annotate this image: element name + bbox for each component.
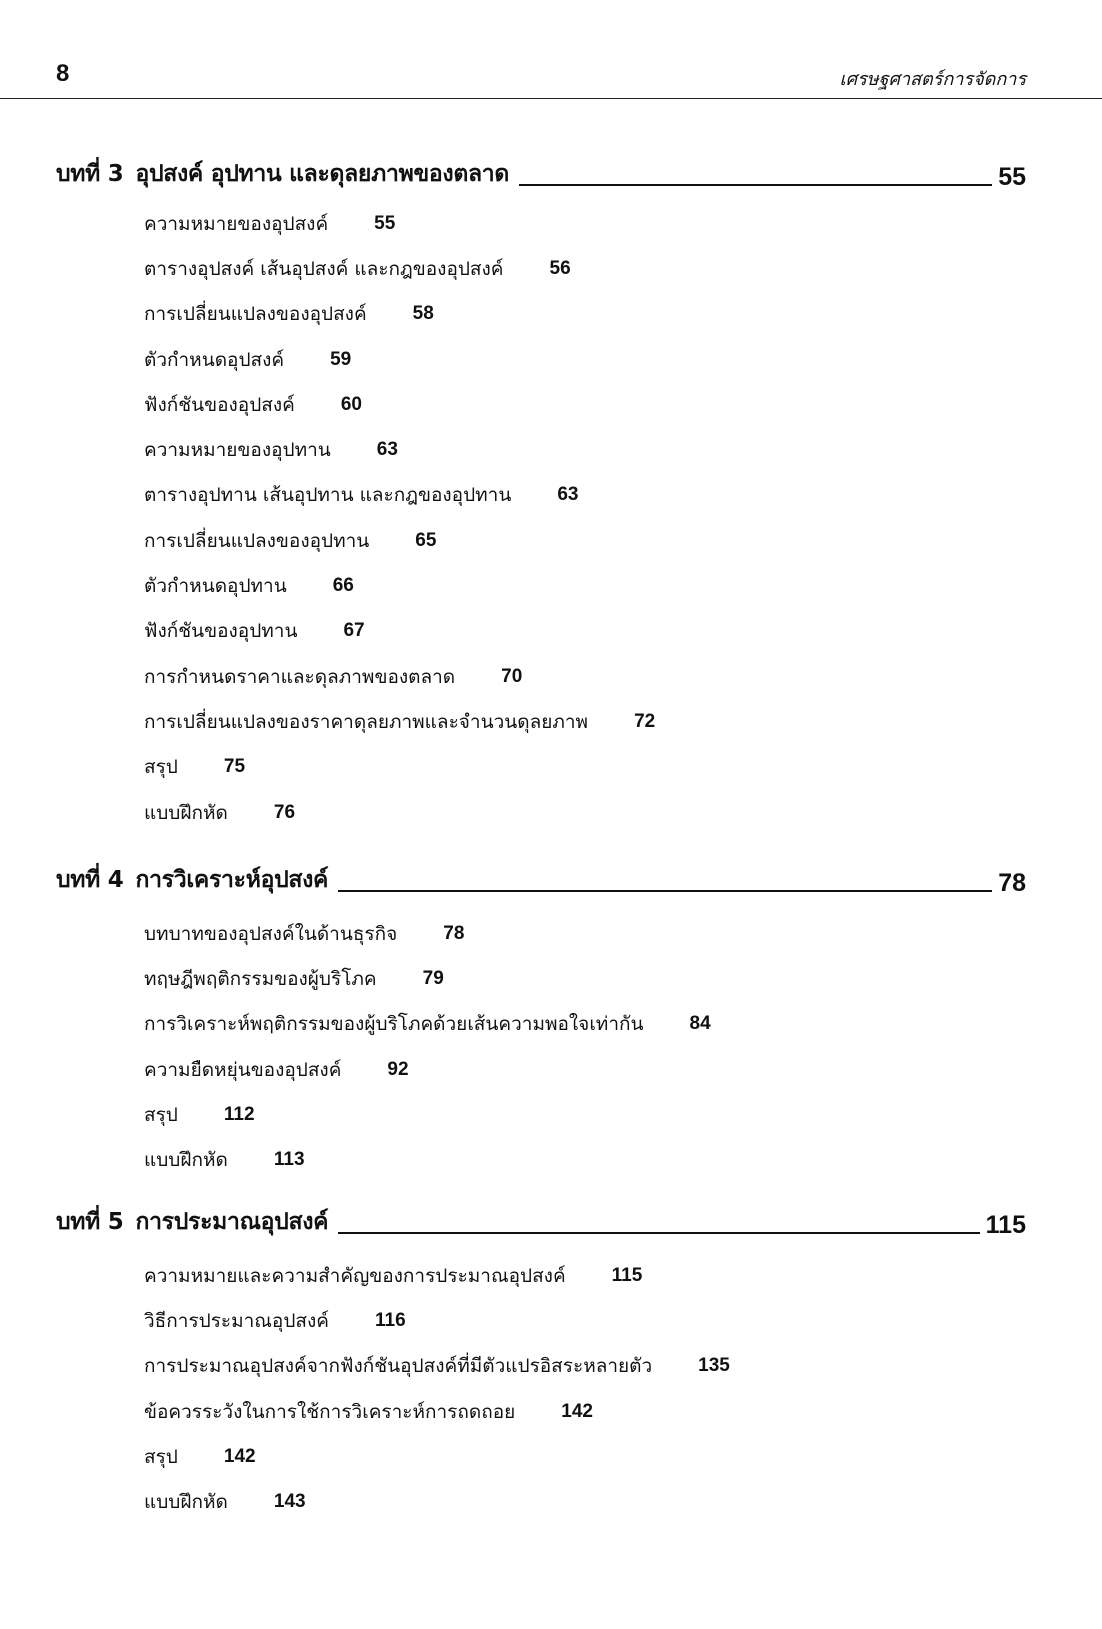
toc-entry [144,337,655,382]
entry-title: ความหมายและความสำคัญของการประมาณอุปสงค์ [144,1264,566,1287]
chapter-label: บทที่ 5 [56,1209,124,1235]
entry-title: แบบฝึกหัด [144,801,228,824]
toc-entry [144,382,655,427]
entry-page: 67 [343,620,365,642]
toc-entry [144,911,711,956]
entry-page: 84 [689,1013,711,1035]
running-title: เศรษฐศาสตร์การจัดการ [839,69,1026,90]
entry-page: 65 [415,529,437,551]
entry-page: 56 [549,257,571,279]
entry-title: การวิเคราะห์พฤติกรรมของผู้บริโภคด้วยเส้นความพอใจเท่ากัน [144,1013,644,1036]
entry-title: ตารางอุปสงค์ เส้นอุปสงค์ และกฎของอุปสงค์ [144,257,504,280]
chapter-title: อุปสงค์ อุปทาน และดุลยภาพของตลาด [135,161,509,187]
entry-page: 58 [412,303,434,325]
entry-title: ข้อควรระวังในการใช้การวิเคราะห์การถดถอย [144,1400,516,1423]
chapter-label: บทที่ 4 [56,867,124,893]
toc-entry [144,292,655,337]
entry-title: สรุป [144,1103,178,1126]
toc-entry [144,1434,730,1479]
entry-page: 72 [634,710,656,732]
leader-line [519,184,992,186]
entry-title: การประมาณอุปสงค์จากฟังก์ชันอุปสงค์ที่มีตัวแปรอิสระหลายตัว [144,1355,653,1378]
entry-title: การเปลี่ยนแปลงของราคาดุลยภาพและจำนวนดุลยภาพ [144,710,589,733]
toc-entry [144,563,655,608]
chapter-5-entries [144,1253,730,1525]
chapter-title: การประมาณอุปสงค์ [135,1209,329,1235]
entry-title: สรุป [144,756,178,779]
entry-page: 78 [443,922,465,944]
leader-line [338,1232,979,1234]
entry-title: วิธีการประมาณอุปสงค์ [144,1309,329,1332]
entry-title: ตัวกำหนดอุปทาน [144,575,287,598]
page-header [0,0,1102,100]
toc-entry [144,518,655,563]
leader-line [338,890,992,892]
toc-entry [144,1137,711,1182]
entry-title: การเปลี่ยนแปลงของอุปสงค์ [144,303,367,326]
entry-page: 63 [376,439,398,461]
toc-entry [144,1002,711,1047]
toc-entry [144,201,655,246]
entry-page: 60 [340,393,362,415]
entry-title: ตารางอุปทาน เส้นอุปทาน และกฎของอุปทาน [144,484,512,507]
entry-page: 135 [698,1355,730,1377]
entry-page: 75 [223,756,246,778]
chapter-title: การวิเคราะห์อุปสงค์ [135,867,329,893]
chapter-page: 55 [998,163,1026,191]
chapter-page: 78 [998,869,1026,897]
toc-entry [144,473,655,518]
entry-title: การเปลี่ยนแปลงของอุปทาน [144,529,370,552]
toc-entry [144,246,655,291]
chapter-3-entries [144,201,655,835]
toc-entry [144,1253,730,1298]
chapter-4-entries [144,911,711,1183]
entry-page: 63 [557,484,579,506]
header-rule [0,98,1102,99]
entry-page: 143 [273,1491,306,1513]
chapter-page: 115 [985,1211,1026,1239]
entry-page: 112 [223,1103,255,1125]
entry-title: แบบฝึกหัด [144,1491,228,1514]
page-number: 8 [56,60,70,87]
entry-page: 76 [273,801,296,823]
entry-page: 66 [332,575,354,597]
toc-entry [144,1047,711,1092]
entry-page: 55 [374,212,396,234]
entry-page: 142 [223,1445,256,1467]
entry-page: 116 [375,1309,406,1331]
entry-title: บทบาทของอุปสงค์ในด้านธุรกิจ [144,922,398,945]
toc-entry [144,1479,730,1524]
entry-page: 92 [387,1058,409,1080]
toc-entry [144,1298,730,1343]
toc-entry [144,427,655,472]
entry-title: ทฤษฎีพฤติกรรมของผู้บริโภค [144,967,377,990]
chapter-heading-3 [56,152,1026,192]
toc-entry [144,1092,711,1137]
entry-page: 59 [330,348,352,370]
chapter-heading-4 [56,858,1026,898]
entry-title: ฟังก์ชันของอุปทาน [144,620,298,643]
entry-title: ฟังก์ชันของอุปสงค์ [144,393,295,416]
entry-title: ความหมายของอุปสงค์ [144,212,329,235]
toc-entry [144,956,711,1001]
toc-entry [144,790,655,835]
chapter-label: บทที่ 3 [56,161,124,187]
entry-page: 70 [501,665,523,687]
entry-page: 113 [273,1149,305,1171]
entry-page: 79 [422,967,444,989]
toc-entry [144,1344,730,1389]
chapter-heading-5 [56,1200,1026,1240]
entry-title: แบบฝึกหัด [144,1149,228,1172]
entry-page: 142 [561,1400,593,1422]
entry-title: การกำหนดราคาและดุลภาพของตลาด [144,665,456,688]
entry-title: ความหมายของอุปทาน [144,439,331,462]
toc-entry [144,609,655,654]
toc-entry [144,654,655,699]
entry-page: 115 [611,1264,643,1286]
entry-title: สรุป [144,1445,178,1468]
toc-entry [144,745,655,790]
toc-entry [144,699,655,744]
entry-title: ความยืดหยุ่นของอุปสงค์ [144,1058,342,1081]
toc-entry [144,1389,730,1434]
entry-title: ตัวกำหนดอุปสงค์ [144,348,285,371]
